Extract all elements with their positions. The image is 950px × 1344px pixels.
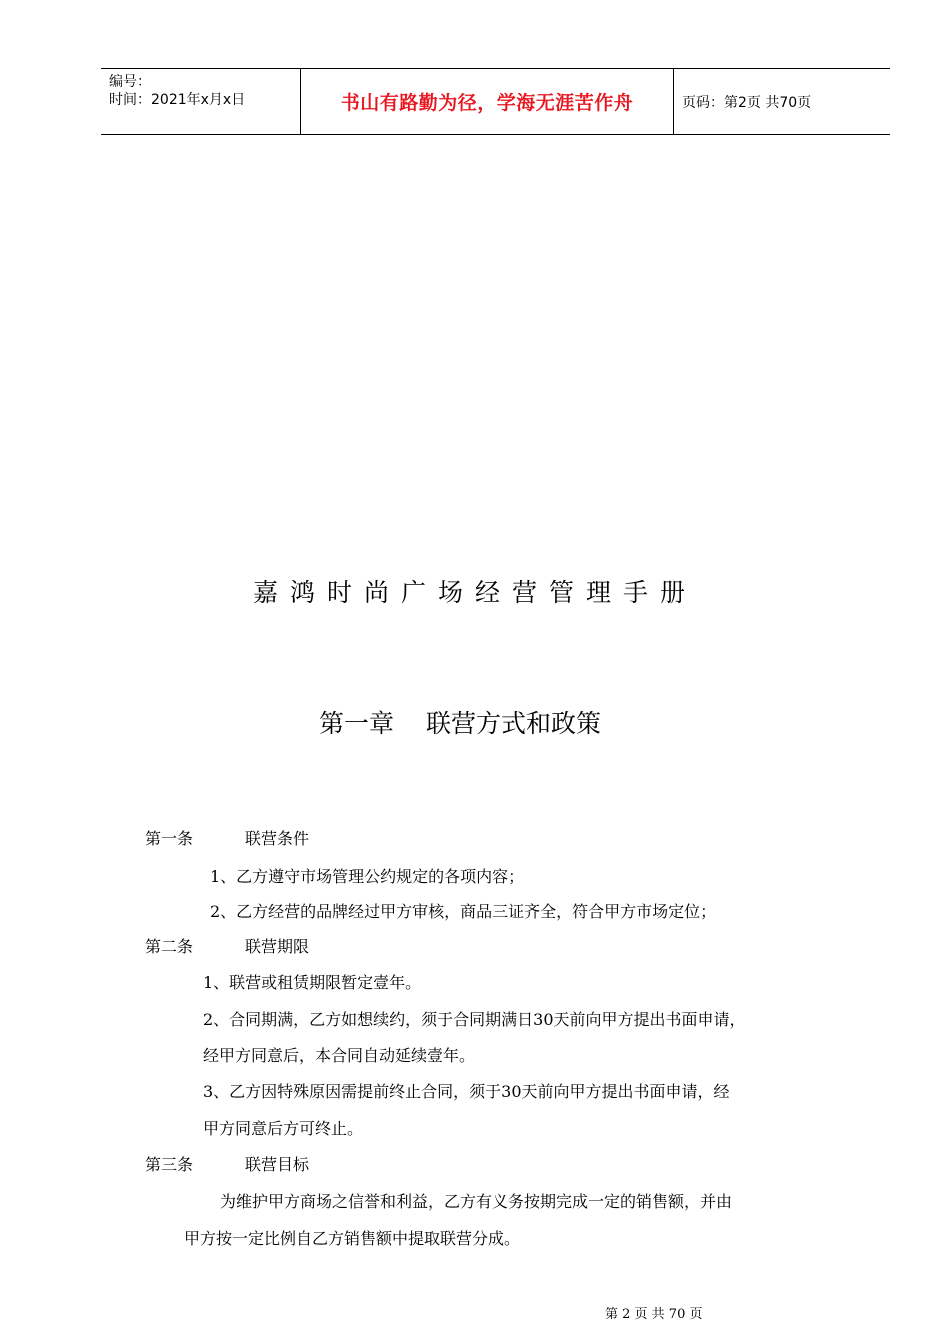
article-line: 1、联营或租赁期限暂定壹年。: [203, 973, 422, 992]
article-heading: [145, 1152, 309, 1175]
article-heading: [145, 934, 309, 957]
header-left-cell: [101, 69, 301, 134]
article-heading: [145, 826, 309, 849]
header-table: [101, 68, 890, 135]
article-number: 第三条: [145, 1155, 194, 1174]
time-label: 时间：2021年x月x日: [109, 92, 246, 108]
article-number: 第二条: [145, 937, 194, 956]
article-line: 为维护甲方商场之信誉和利益，乙方有义务按期完成一定的销售额，并由: [220, 1192, 733, 1211]
article-line: 1、乙方遵守市场管理公约规定的各项内容；: [210, 867, 525, 886]
article-line: 甲方同意后方可终止。: [203, 1119, 364, 1138]
page-footer: 第 2 页 共 70 页: [605, 1307, 703, 1322]
article-title: 联营条件: [245, 829, 310, 848]
motto: 书山有路勤为径，学海无涯苦作舟: [301, 69, 674, 134]
document-title: 嘉鸿时尚广场经营管理手册: [252, 578, 697, 607]
article-line: 2、合同期满，乙方如想续约，须于合同期满日30天前向甲方提出书面申请，: [203, 1010, 746, 1029]
article-number: 第一条: [145, 829, 194, 848]
article-line: 甲方按一定比例自乙方销售额中提取联营分成。: [184, 1229, 521, 1248]
article-line: 2、乙方经营的品牌经过甲方审核，商品三证齐全，符合甲方市场定位；: [210, 902, 717, 921]
id-label: 编号：: [109, 74, 151, 90]
chapter-heading: [0, 704, 920, 740]
article-line: 经甲方同意后，本合同自动延续壹年。: [203, 1046, 476, 1065]
article-title: 联营目标: [245, 1155, 310, 1174]
chapter-title: 联营方式和政策: [426, 709, 602, 738]
page-code: 页码：第2页 共70页: [682, 94, 812, 111]
chapter-number: 第一章: [318, 709, 394, 738]
article-title: 联营期限: [245, 937, 310, 956]
article-line: 3、乙方因特殊原因需提前终止合同，须于30天前向甲方提出书面申请，经: [203, 1082, 730, 1101]
